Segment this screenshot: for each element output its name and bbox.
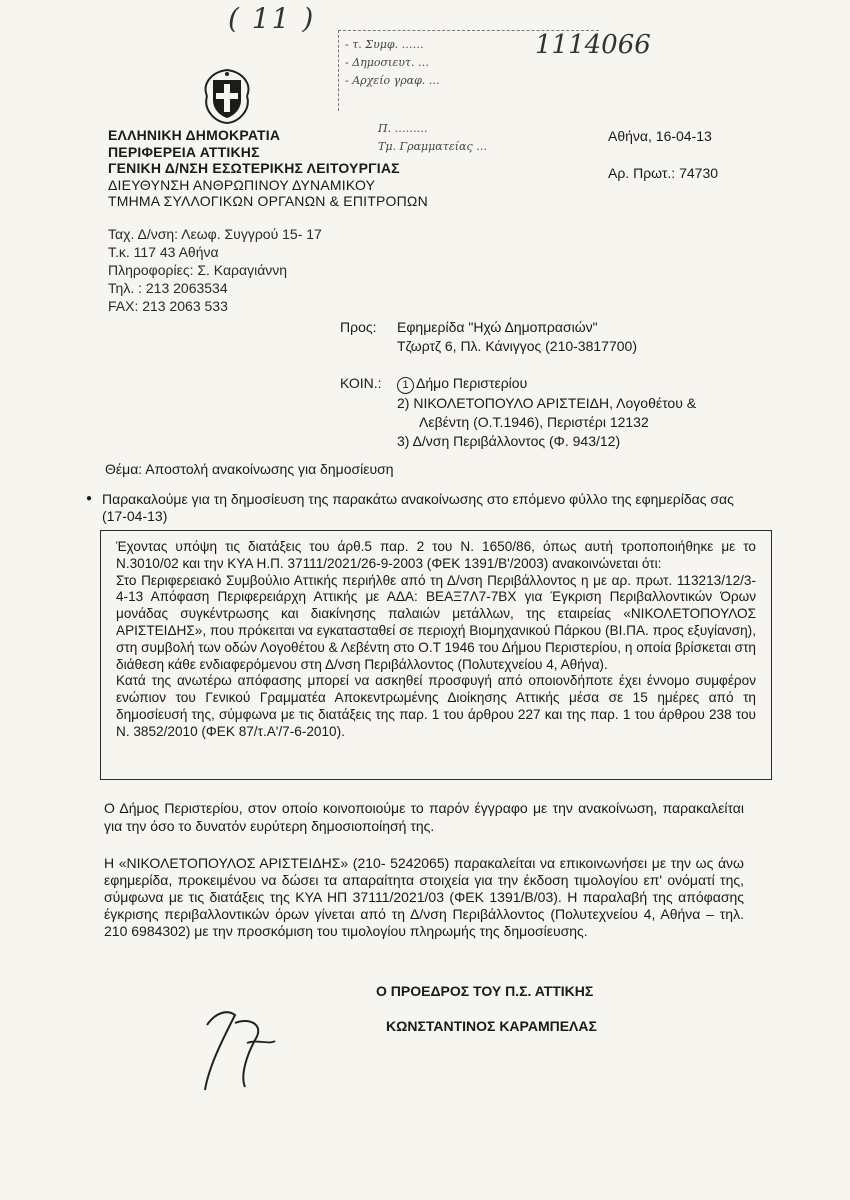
announcement-paragraph: Κατά της ανωτέρω απόφασης μπορεί να ασκηθεί προσφυγή από οποιονδήποτε έχει έννομο συμφέρον ενώπιον του Γενικού Γραμματέα Αποκεντρωμένης Διοίκησης Αττικής μέσα σε 15 ημέρες από τη δημοσίευσή της, σύμφωνα με τις διατάξεις της παρ. 1 του άρθρου 227 και της παρ. 1 του άρθρου 238 του Ν. 3852/2010 (ΦΕΚ 87/τ.Α'/7-6-2010).	[116, 673, 756, 739]
contact-line: Τηλ. : 213 2063534	[108, 280, 228, 296]
contact-line: FAX: 213 2063 533	[108, 298, 228, 314]
subject-line: Θέμα: Αποστολή ανακοίνωσης για δημοσίευση	[105, 461, 394, 477]
handwritten-note: Τμ. Γραμματείας …	[378, 140, 488, 153]
circled-number: 1	[397, 377, 414, 394]
handwritten-note: - Δημοσιευτ. …	[345, 56, 430, 69]
signatory-name: ΚΩΝΣΤΑΝΤΙΝΟΣ ΚΑΡΑΜΠΕΛΑΣ	[386, 1018, 597, 1034]
header-line: ΕΛΛΗΝΙΚΗ ΔΗΜΟΚΡΑΤΙΑ	[108, 127, 281, 143]
header-line: ΓΕΝΙΚΗ Δ/ΝΣΗ ΕΣΩΤΕΡΙΚΗΣ ΛΕΙΤΟΥΡΓΙΑΣ	[108, 160, 400, 176]
handwritten-note: Π. ………	[378, 122, 428, 135]
to-recipient	[397, 318, 637, 356]
handwritten-signature-icon	[195, 995, 285, 1095]
handwritten-registry-number: 1114066	[535, 30, 651, 60]
header-line: ΤΜΗΜΑ ΣΥΛΛΟΓΙΚΩΝ ΟΡΓΑΝΩΝ & ΕΠΙΤΡΟΠΩΝ	[108, 193, 428, 209]
cc-line: 2) ΝΙΚΟΛΕΤΟΠΟΥΛΟ ΑΡΙΣΤΕΙΔΗ, Λογοθέτου &	[397, 395, 697, 411]
header-line: ΠΕΡΙΦΕΡΕΙΑ ΑΤΤΙΚΗΣ	[108, 143, 260, 160]
header-line: ΔΙΕΥΘΥΝΣΗ ΑΝΘΡΩΠΙΝΟΥ ΔΥΝΑΜΙΚΟΥ	[108, 176, 376, 193]
to-line: Εφημερίδα "Ηχώ Δημοπρασιών"	[397, 319, 598, 335]
contact-line: Ταχ. Δ/νση: Λεωφ. Συγγρού 15- 17	[108, 226, 322, 242]
protocol-number: Αρ. Πρωτ.: 74730	[608, 165, 719, 181]
contact-details	[108, 225, 322, 315]
handwritten-note: - τ. Συμφ. ……	[345, 38, 424, 51]
request-paragraph: Παρακαλούμε για τη δημοσίευση της παρακάτω ανακοίνωσης στο επόμενο φύλλο της εφημερίδας σας (17-04-13)	[102, 491, 734, 524]
cc-line: 1 Δήμο Περιστερίου	[397, 374, 696, 394]
contact-line: Τ.κ. 117 43 Αθήνα	[108, 244, 219, 260]
company-paragraph: Η «ΝΙΚΟΛΕΤΟΠΟΥΛΟΣ ΑΡΙΣΤΕΙΔΗΣ» (210- 5242065) παρακαλείται να επικοινωνήσει με την ως άνω εφημερίδα, προκειμένου να δώσει τα απαραίτητα στοιχεία για την έκδοση τιμολογίου επ' ονόματί της, σύμφωνα με τις διατάξεις της ΚΥΑ ΗΠ 37111/2021/03 (ΦΕΚ 1391/Β/03). Η παραλαβή της απόφασης έγκρισης περιβαλλοντικών όρων γίνεται από τη Δ/νση Περιβάλλοντος (Πολυτεχνείου 4, Αθήνα – τηλ. 210 6984302) με την προσκόμιση του τιμολογίου πληρωμής της δημοσίευσης.	[104, 855, 744, 939]
signatory-title: Ο ΠΡΟΕΔΡΟΣ ΤΟΥ Π.Σ. ΑΤΤΙΚΗΣ	[376, 983, 594, 999]
municipality-paragraph: Ο Δήμος Περιστερίου, στον οποίο κοινοποιούμε το παρόν έγγραφο με την ανακοίνωση, παρακαλείται για την όσο το δυνατόν ευρύτερη δημοσιοποίησή της.	[104, 800, 744, 834]
announcement-box	[100, 530, 772, 780]
to-line: Τζωρτζ 6, Πλ. Κάνιγγος (210-3817700)	[397, 338, 637, 354]
bullet-mark: ●	[86, 493, 93, 504]
cc-recipients	[397, 374, 696, 451]
to-label: Προς:	[340, 319, 377, 335]
greek-coat-of-arms-icon	[197, 66, 257, 126]
issuing-authority	[108, 127, 428, 210]
announcement-paragraph: Έχοντας υπόψη τις διατάξεις του άρθ.5 παρ. 2 του Ν. 1650/86, όπως αυτή τροποποιήθηκε με το Ν.3010/02 και την ΚΥΑ Η.Π. 37111/2021/26-9-2003 (ΦΕΚ 1391/Β'/2003) ανακοινώνεται ότι:	[116, 539, 756, 571]
contact-line: Πληροφορίες: Σ. Καραγιάννη	[108, 262, 288, 278]
handwritten-folio-mark: ( 11 )	[228, 2, 316, 35]
handwritten-note: - Αρχείο γραφ. …	[345, 74, 440, 87]
place-date: Αθήνα, 16-04-13	[608, 128, 712, 144]
announcement-paragraph: Στο Περιφερειακό Συμβούλιο Αττικής περιήλθε από τη Δ/νση Περιβάλλοντος η με αρ. πρωτ. 113213/12/3-4-13 Απόφαση Περιφερειάρχη Αττικής με ΑΔΑ: ΒΕΑΞ7Λ7-7ΒΧ για Έγκριση Περιβαλλοντικών Όρων μονάδας συγκέντρωσης και διακίνησης παλαιών μετάλλων, της εταιρείας «ΝΙΚΟΛΕΤΟΠΟΥΛΟΣ ΑΡΙΣΤΕΙΔΗΣ», που πρόκειται να εγκατασταθεί σε περιοχή Βιομηχανικού Πάρκου (ΒΙ.ΠΑ. προς εξυγίανση), στη συμβολή των οδών Λογοθέτου & Λεβέντη στο Ο.Τ 1946 του Δήμου Περιστερίου, η οποία βρίσκεται στη διάθεση κάθε ενδιαφερόμενου στη Δ/νση Περιβάλλοντος (Πολυτεχνείου 4, Αθήνα).	[116, 572, 756, 672]
cc-line: Λεβέντη (Ο.Τ.1946), Περιστέρι 12132	[419, 414, 649, 430]
cc-label: ΚΟΙΝ.:	[340, 375, 382, 391]
announcement-text	[116, 539, 756, 741]
cc-line: 3) Δ/νση Περιβάλλοντος (Φ. 943/12)	[397, 433, 621, 449]
